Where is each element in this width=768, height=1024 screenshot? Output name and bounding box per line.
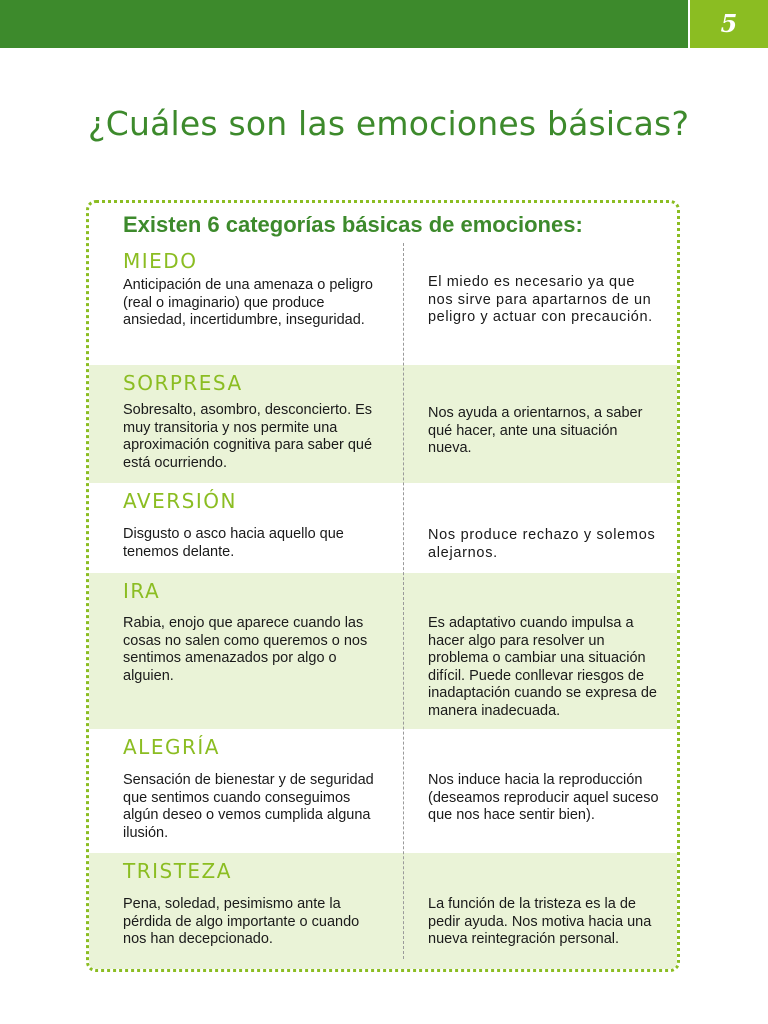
emotion-description: Pena, soledad, pesimismo ante la pérdida de algo importante o cuando nos han decepcionado.	[123, 896, 360, 947]
emotion-description: Sobresalto, asombro, desconcierto. Es muy transitoria y nos permite una aproximación cognitiva para saber qué está ocurriendo.	[123, 402, 373, 471]
emotion-name: ALEGRÍA	[123, 735, 220, 759]
emotion-function: La función de la tristeza es la de pedir ayuda. Nos motiva hacia una nueva reintegración personal.	[428, 896, 652, 947]
emotion-name: AVERSIÓN	[123, 489, 237, 513]
box-title: Existen 6 categorías básicas de emociones:	[123, 212, 583, 237]
emotion-row-aversion	[89, 483, 680, 573]
emotion-row-tristeza	[89, 853, 680, 972]
emotion-name: IRA	[123, 579, 161, 603]
emotion-function: Nos ayuda a orientarnos, a saber qué hacer, ante una situación nueva.	[428, 405, 643, 456]
page-title: ¿Cuáles son las emociones básicas?	[88, 104, 690, 143]
column-divider	[403, 243, 404, 959]
emotion-row-ira	[89, 573, 680, 729]
emotion-row-miedo	[89, 243, 680, 365]
emotion-description: Disgusto o asco hacia aquello que tenemos delante.	[123, 526, 344, 560]
page-number: 5	[690, 0, 768, 48]
emotion-row-sorpresa	[89, 365, 680, 483]
emotions-box	[86, 200, 680, 972]
top-banner	[0, 0, 688, 48]
emotion-name: MIEDO	[123, 249, 198, 273]
emotion-description: Rabia, enojo que aparece cuando las cosas no salen como queremos o nos sentimos amenazados por algo o alguien.	[123, 615, 368, 684]
emotion-function: Nos produce rechazo y solemos alejarnos.	[428, 527, 656, 561]
emotion-name: TRISTEZA	[123, 859, 232, 883]
emotion-row-alegria	[89, 729, 680, 853]
emotion-function: El miedo es necesario ya que nos sirve para apartarnos de un peligro y actuar con precaución.	[428, 274, 653, 325]
emotion-description: Sensación de bienestar y de seguridad que sentimos cuando conseguimos algún deseo o vemos cumplida alguna ilusión.	[123, 772, 374, 841]
emotion-description: Anticipación de una amenaza o peligro (real o imaginario) que produce ansiedad, incertidumbre, inseguridad.	[123, 277, 373, 328]
emotion-name: SORPRESA	[123, 371, 243, 395]
emotion-function: Nos induce hacia la reproducción (deseamos reproducir aquel suceso que nos hace sentir bien).	[428, 772, 659, 823]
emotion-function: Es adaptativo cuando impulsa a hacer algo para resolver un problema o cambiar una situación difícil. Puede conllevar riesgos de inadaptación cuando se expresa de manera inadecuada.	[428, 615, 657, 719]
